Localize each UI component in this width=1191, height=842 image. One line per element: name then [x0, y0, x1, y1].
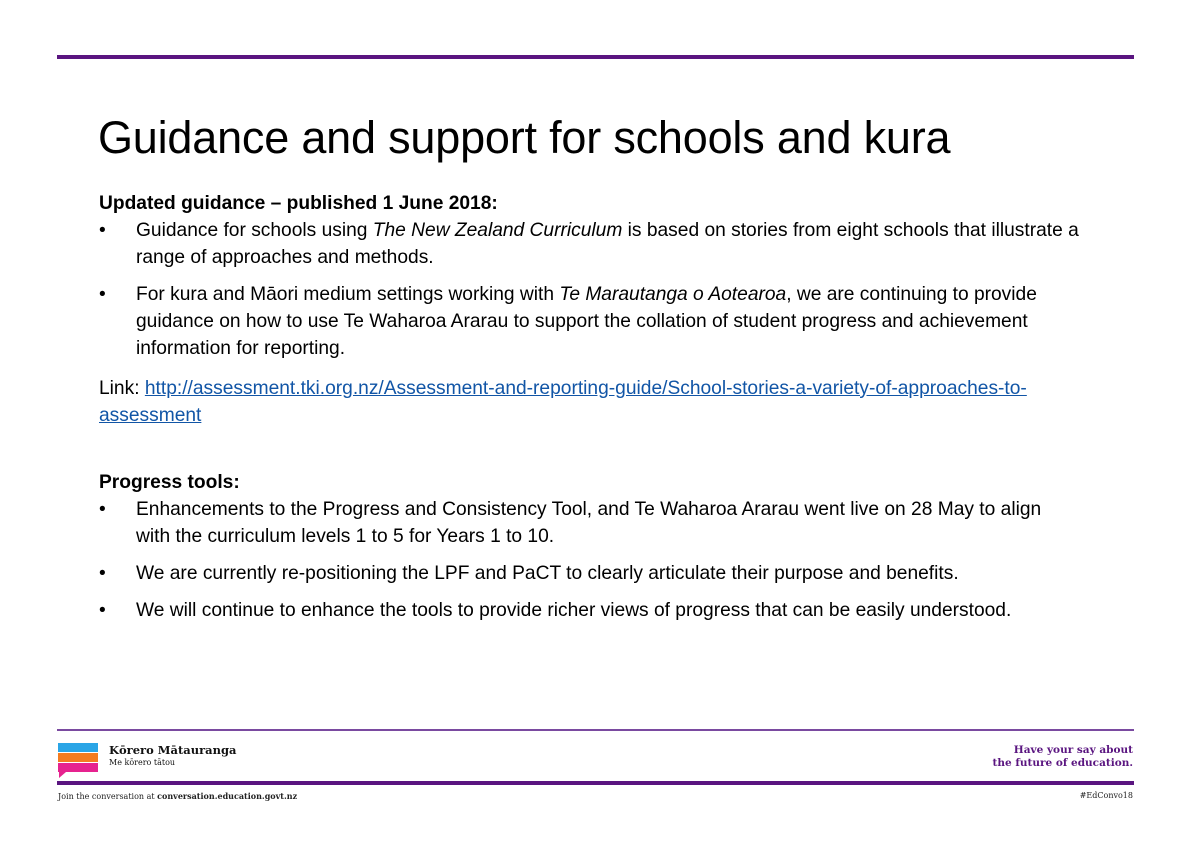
tagline-line: the future of education.: [992, 757, 1133, 769]
bullet-text: , we are continuing to provide guidance on how to use Te Waharoa Ararau to support the collation of student progress and achievement information for reporting.: [136, 284, 1037, 359]
list-item: [99, 560, 1079, 587]
main-content: [99, 190, 1079, 624]
list-item: [99, 496, 1079, 550]
curriculum-title: Te Marautanga o Aotearoa: [559, 284, 787, 305]
brand-subtitle: Me kōrero tātou: [109, 758, 176, 767]
tagline-line: Have your say about: [1013, 744, 1133, 756]
bullet-text: Guidance for schools using: [136, 220, 373, 241]
join-conversation-text: [58, 791, 297, 801]
bullet-text: is based on stories from eight schools that illustrate a range of approaches and methods.: [136, 220, 1079, 268]
bullet-text: Enhancements to the Progress and Consistency Tool, and Te Waharoa Ararau went live on 28 May to align with the curriculum levels 1 to 5 for Years 1 to 10.: [136, 499, 1042, 547]
list-item: [99, 217, 1079, 271]
korero-matauranga-logo-icon: [58, 743, 98, 777]
bullet-icon: •: [99, 220, 106, 241]
bullet-icon: •: [99, 284, 106, 305]
conversation-url[interactable]: conversation.education.govt.nz: [157, 791, 298, 801]
hashtag: #EdConvo18: [1079, 791, 1133, 800]
bullet-text: For kura and Māori medium settings working with: [136, 284, 560, 305]
footer-tagline: [993, 744, 1133, 770]
bullet-icon: •: [99, 563, 106, 584]
list-item: [99, 281, 1079, 362]
brand-name: Kōrero Mātauranga: [109, 743, 237, 757]
bullet-text: We will continue to enhance the tools to provide richer views of progress that can be easily understood.: [136, 600, 1012, 621]
page-title: Guidance and support for schools and kura: [98, 112, 951, 163]
header-divider: [57, 55, 1134, 59]
section-heading-updated-guidance: Updated guidance – published 1 June 2018:: [99, 193, 498, 214]
list-item: [99, 597, 1079, 624]
section-heading-progress-tools: Progress tools:: [99, 472, 240, 493]
bullet-icon: •: [99, 600, 106, 621]
link-row: [99, 375, 1079, 429]
curriculum-title: The New Zealand Curriculum: [372, 220, 623, 241]
link-label: Link:: [99, 378, 145, 399]
bullet-icon: •: [99, 499, 106, 520]
assessment-guide-link[interactable]: http://assessment.tki.org.nz/Assessment-and-reporting-guide/School-stories-a-variety-of-approaches-to-assessment: [99, 378, 1027, 426]
footer-divider-bottom: [57, 781, 1134, 785]
footer-divider-top: [57, 729, 1134, 731]
speech-bubble-icon: [58, 743, 98, 779]
join-label: Join the conversation at: [58, 792, 158, 801]
bullet-text: We are currently re-positioning the LPF and PaCT to clearly articulate their purpose and benefits.: [136, 563, 959, 584]
